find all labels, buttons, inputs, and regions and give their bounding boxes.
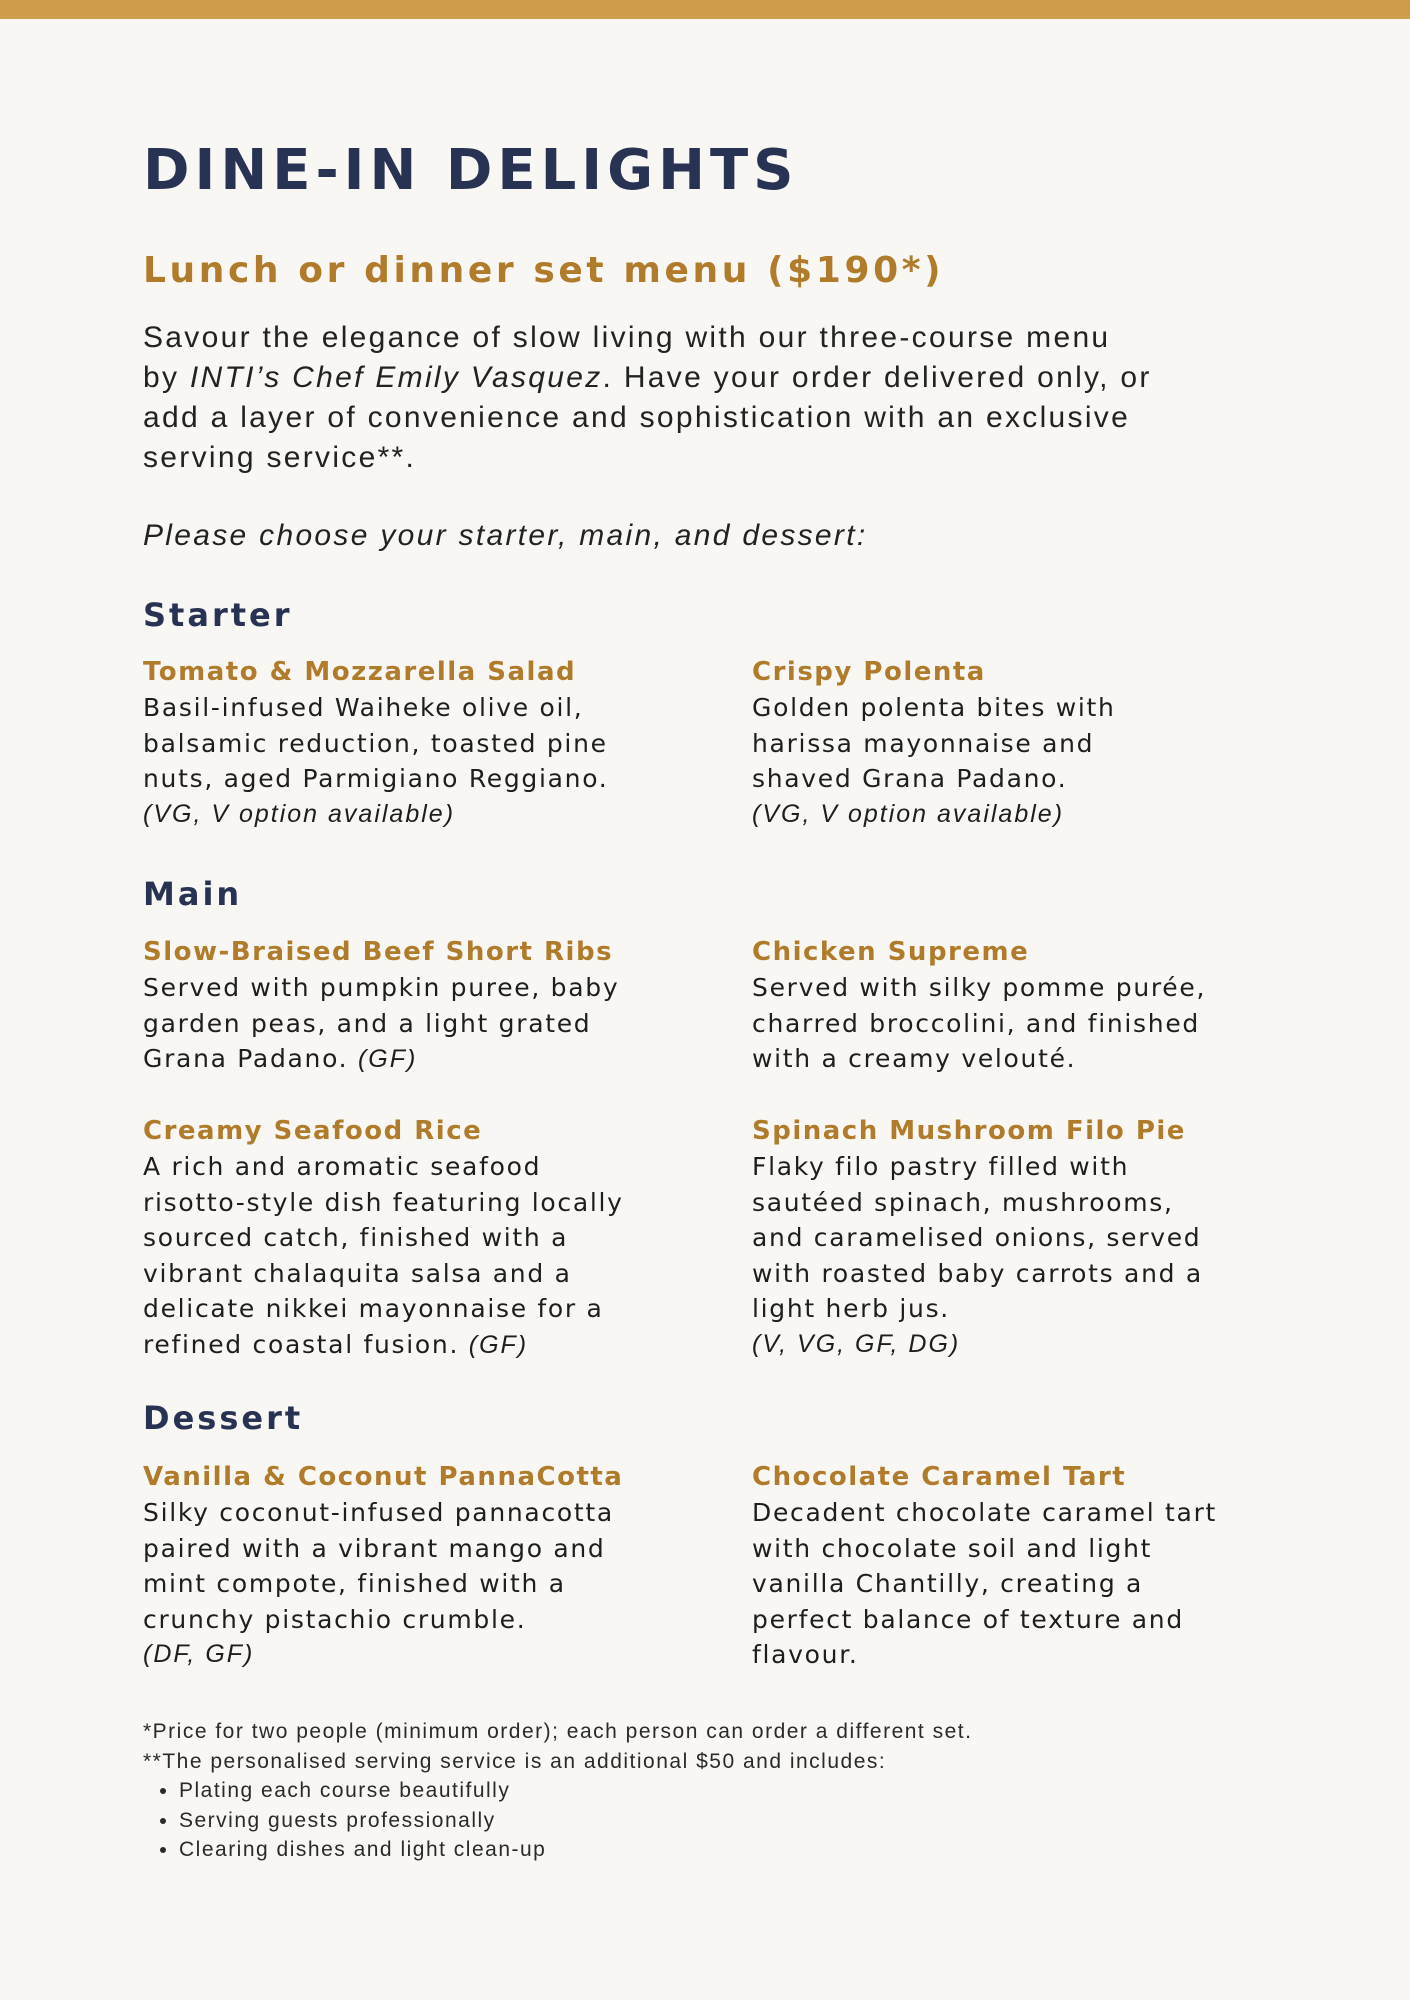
dish-description-line: Golden polenta bites with — [752, 693, 1116, 722]
dish-description-line: delicate nikkei mayonnaise for a — [143, 1294, 604, 1323]
dish-description-line: flavour. — [752, 1640, 859, 1669]
dietary-tag: (V, VG, GF, DG) — [752, 1329, 961, 1358]
dish-description-line: with a creamy velouté. — [752, 1044, 1077, 1073]
dish-description-line — [143, 1041, 703, 1078]
dish-description-line: mint compote, finished with a — [143, 1569, 566, 1598]
dish-description-line: Decadent chocolate caramel tart — [752, 1498, 1218, 1527]
dish-description-line: vibrant chalaquita salsa and a — [143, 1258, 572, 1288]
footnotes — [143, 1717, 972, 1865]
dish-card — [752, 1460, 1312, 1673]
dish-name: Tomato & Mozzarella Salad — [143, 657, 577, 687]
dish-description-line: light herb jus. — [752, 1294, 950, 1323]
dish-description-line: crunchy pistachio crumble. — [143, 1604, 527, 1634]
dish-description-line: sautéed spinach, mushrooms, — [752, 1187, 1174, 1217]
dish-description — [143, 690, 703, 832]
dish-description-line: Served with silky pomme purée, — [752, 973, 1207, 1002]
dish-name: Chocolate Caramel Tart — [752, 1462, 1127, 1492]
dietary-tag: (DF, GF) — [143, 1640, 255, 1668]
dish-description-line: with roasted baby carrots and a — [752, 1258, 1203, 1288]
dish-description-line: garden peas, and a light grated — [143, 1008, 592, 1038]
dish-card — [752, 655, 1312, 832]
dish-description-line: charred broccolini, and finished — [752, 1008, 1200, 1038]
dish-description — [143, 1149, 703, 1363]
service-footnote: **The personalised serving service is an additional $50 and includes: — [143, 1749, 887, 1773]
dietary-tag: (VG, V option available) — [143, 799, 456, 828]
dish-description-line: harissa mayonnaise and — [752, 728, 1095, 758]
dish-name: Chicken Supreme — [752, 937, 1030, 967]
dish-name: Vanilla & Coconut PannaCotta — [143, 1462, 624, 1492]
dish-description-line: risotto-style dish featuring locally — [143, 1187, 624, 1217]
dish-description-text: Grana Padano. — [143, 1044, 349, 1073]
dish-description-text: refined coastal fusion. — [143, 1329, 460, 1359]
dish-description — [752, 1495, 1312, 1673]
price-footnote: *Price for two people (minimum order); each person can order a different set. — [143, 1720, 973, 1743]
dish-description — [752, 1149, 1312, 1362]
intro-line: add a layer of convenience and sophistication with an exclusive — [143, 401, 1131, 434]
dish-card — [752, 935, 1312, 1077]
service-list-item: • Clearing dishes and light clean-up — [179, 1835, 972, 1865]
intro-line — [143, 358, 1273, 398]
dish-description-line: and caramelised onions, served — [752, 1223, 1202, 1252]
dish-description-line: A rich and aromatic seafood — [143, 1152, 542, 1181]
intro-line: serving service**. — [143, 441, 417, 474]
choice-prompt: Please choose your starter, main, and dessert: — [143, 519, 868, 552]
set-menu-subtitle: Lunch or dinner set menu ($190*) — [143, 250, 945, 291]
dish-description-line: vanilla Chantilly, creating a — [752, 1569, 1144, 1598]
dish-name: Crispy Polenta — [752, 657, 986, 687]
dish-description-line: balsamic reduction, toasted pine — [143, 728, 608, 758]
dish-name: Slow-Braised Beef Short Ribs — [143, 937, 614, 967]
dish-description-line: with chocolate soil and light — [752, 1533, 1153, 1563]
dish-description — [752, 970, 1312, 1077]
dish-description-line: paired with a vibrant mango and — [143, 1533, 606, 1563]
intro-line: Savour the elegance of slow living with our three-course menu — [143, 321, 1111, 354]
dish-card — [143, 935, 703, 1078]
section-title-main: Main — [143, 875, 243, 913]
dish-description-line: nuts, aged Parmigiano Reggiano. — [143, 764, 609, 793]
intro-prefix: by — [143, 361, 190, 394]
dish-name: Spinach Mushroom Filo Pie — [752, 1116, 1186, 1146]
dish-description-line: perfect balance of texture and — [752, 1604, 1184, 1634]
dish-card — [143, 1114, 703, 1363]
dish-description-line: Flaky filo pastry filled with — [752, 1152, 1130, 1181]
section-title-dessert: Dessert — [143, 1399, 304, 1437]
dish-name: Creamy Seafood Rice — [143, 1116, 483, 1146]
dish-description-line — [143, 1327, 703, 1364]
dish-description-line: sourced catch, finished with a — [143, 1223, 569, 1252]
dietary-tag: (VG, V option available) — [752, 799, 1065, 828]
service-list-item: • Plating each course beautifully — [179, 1776, 972, 1806]
dietary-tag: (GF) — [468, 1330, 529, 1359]
dish-description — [143, 970, 703, 1078]
chef-name: INTI’s Chef Emily Vasquez — [189, 361, 603, 394]
dish-description — [752, 690, 1312, 832]
dish-card — [752, 1114, 1312, 1362]
service-list-item: • Serving guests professionally — [179, 1806, 972, 1836]
dish-description — [143, 1495, 703, 1673]
dish-description-line: Served with pumpkin puree, baby — [143, 973, 620, 1002]
dish-description-line: Silky coconut-infused pannacotta — [143, 1498, 614, 1527]
intro-suffix: . Have your order delivered only, or — [602, 361, 1152, 394]
dietary-tag: (GF) — [357, 1045, 418, 1073]
dish-description-line: Basil-infused Waiheke olive oil, — [143, 693, 584, 722]
dish-card — [143, 1460, 703, 1673]
top-accent-bar — [0, 0, 1410, 19]
page-title: DINE-IN DELIGHTS — [143, 138, 799, 203]
intro-paragraph — [143, 318, 1273, 478]
section-title-starter: Starter — [143, 596, 293, 634]
service-list — [143, 1776, 972, 1865]
dish-description-line: shaved Grana Padano. — [752, 764, 1068, 793]
dish-card — [143, 655, 703, 832]
